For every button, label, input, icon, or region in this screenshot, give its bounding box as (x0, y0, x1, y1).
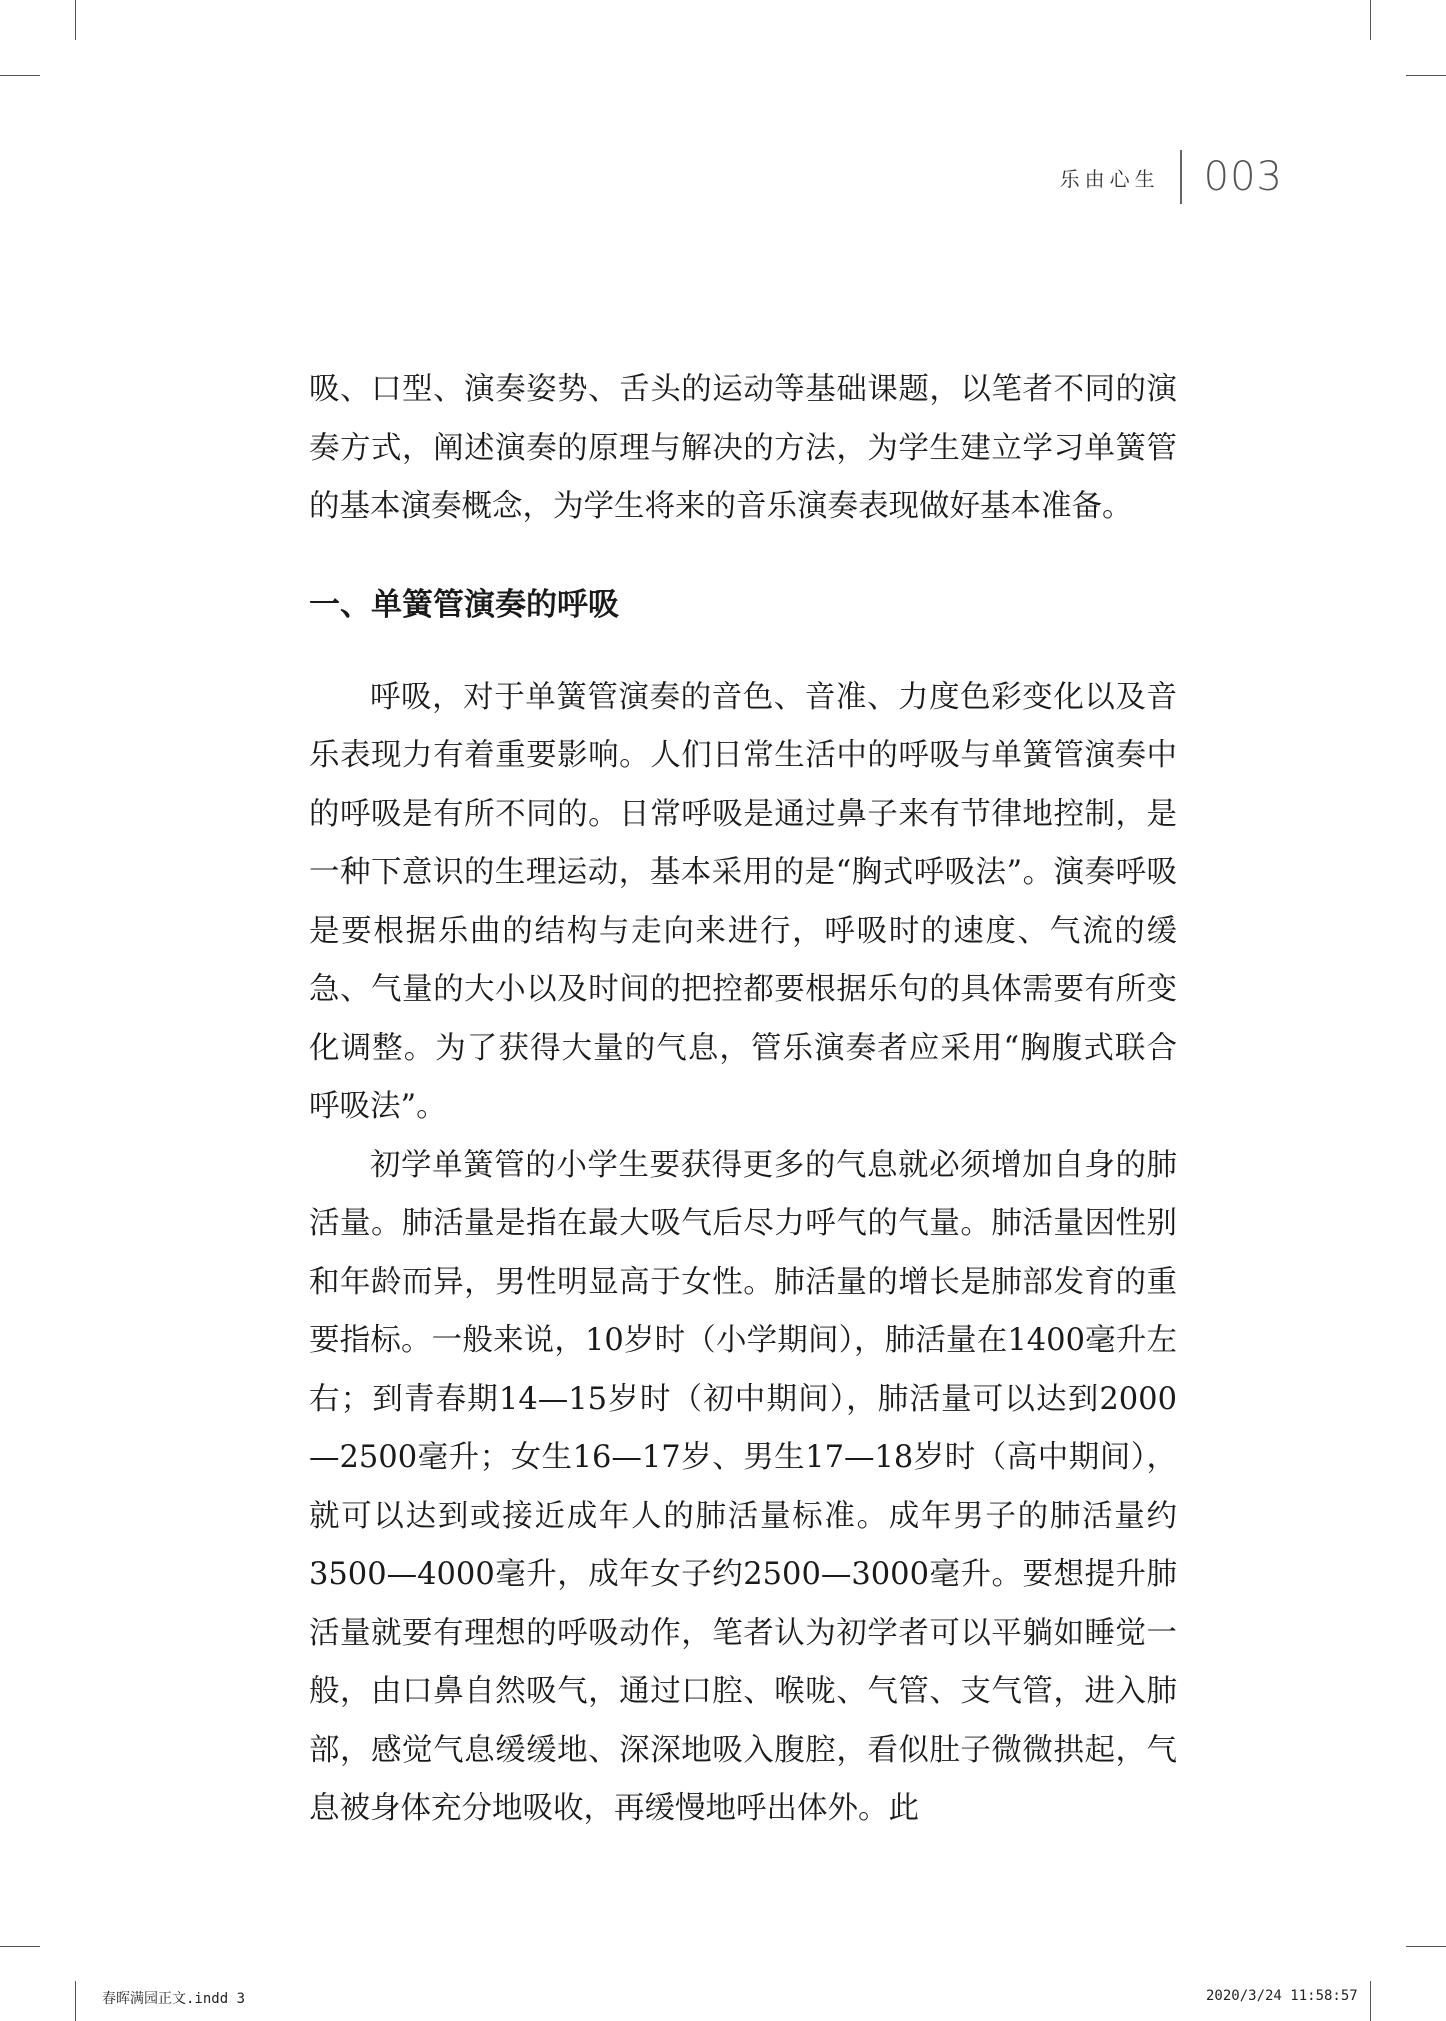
slug-timestamp: 2020/3/24 11:58:57 (1206, 1988, 1358, 2004)
header-divider (1180, 150, 1182, 204)
crop-mark-bottom-left (75, 1981, 76, 2021)
section-heading: 一、单簧管演奏的呼吸 (309, 586, 619, 623)
body-text (309, 361, 1177, 1839)
crop-mark-top-left-h (0, 75, 40, 76)
crop-mark-bottom-right-h (1406, 1946, 1446, 1947)
crop-mark-bottom-left-h (0, 1946, 40, 1947)
paragraph-breathing-intro: 呼吸，对于单簧管演奏的音色、音准、力度色彩变化以及音乐表现力有着重要影响。人们日常生活中的呼吸与单簧管演奏中的呼吸是有所不同的。日常呼吸是通过鼻子来有节律地控制，是一种下意识的生理运动，基本采用的是“胸式呼吸法”。演奏呼吸是要根据乐曲的结构与走向来进行，呼吸时的速度、气流的缓急、气量的大小以及时间的把控都要根据乐句的具体需要有所变化调整。为了获得大量的气息，管乐演奏者应采用“胸腹式联合呼吸法”。 (309, 679, 1177, 1124)
crop-mark-top-right (1370, 0, 1371, 40)
crop-mark-top-left (75, 0, 76, 40)
running-title: 乐由心生 (1059, 166, 1160, 191)
running-header (1060, 150, 1283, 204)
slug-file-info: 春晖满园正文.indd 3 (102, 1991, 246, 2007)
crop-mark-bottom-right (1370, 1981, 1371, 2021)
paragraph-lung-capacity: 初学单簧管的小学生要获得更多的气息就必须增加自身的肺活量。肺活量是指在最大吸气后尽力呼气的气量。肺活量因性别和年龄而异，男性明显高于女性。肺活量的增长是肺部发育的重要指标。一般来说，10岁时（小学期间），肺活量在1400毫升左右；到青春期14—15岁时（初中期间），肺活量可以达到2000—2500毫升；女生16—17岁、男生17—18岁时（高中期间），就可以达到或接近成年人的肺活量标准。成年男子的肺活量约3500—4000毫升，成年女子约2500—3000毫升。要想提升肺活量就要有理想的呼吸动作，笔者认为初学者可以平躺如睡觉一般，由口鼻自然吸气，通过口腔、喉咙、气管、支气管，进入肺部，感觉气息缓缓地、深深地吸入腹腔，看似肚子微微拱起，气息被身体充分地吸收，再缓慢地呼出体外。此 (309, 1147, 1177, 1826)
paragraph-continued: 吸、口型、演奏姿势、舌头的运动等基础课题，以笔者不同的演奏方式，阐述演奏的原理与解决的方法，为学生建立学习单簧管的基本演奏概念，为学生将来的音乐演奏表现做好基本准备。 (309, 372, 1177, 524)
crop-mark-top-right-h (1406, 75, 1446, 76)
page-number: 003 (1203, 154, 1283, 200)
